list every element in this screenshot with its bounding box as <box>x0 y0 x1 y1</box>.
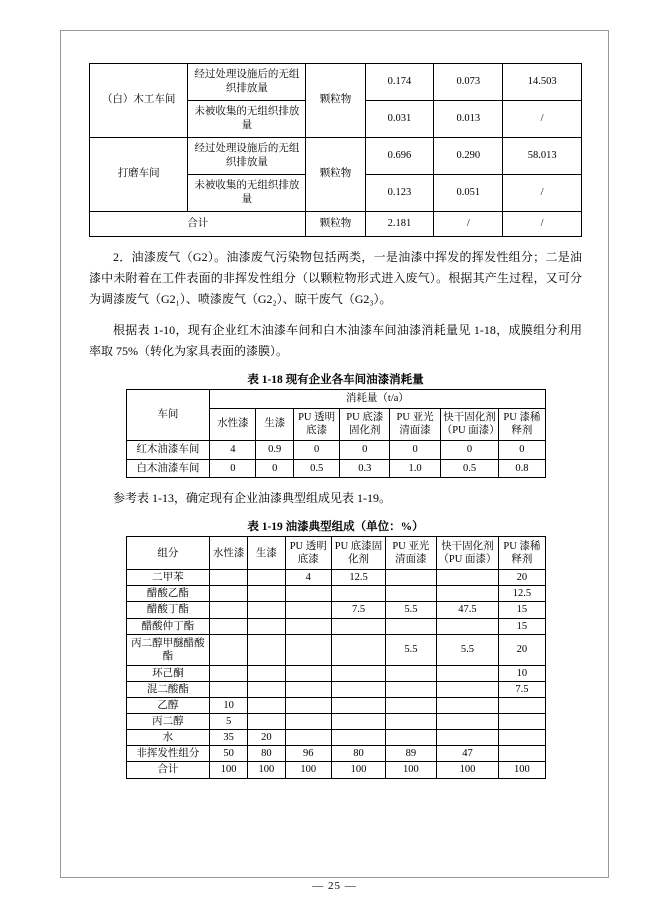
cell: 7.5 <box>331 602 385 618</box>
cell: 100 <box>210 762 248 778</box>
col-header: 水性漆 <box>210 537 248 570</box>
value-cell: 0.696 <box>365 138 434 175</box>
cell: 10 <box>499 665 545 681</box>
cell <box>386 570 436 586</box>
cell: 47 <box>436 746 499 762</box>
paragraph-oil-paint-exhaust: 2．油漆废气（G2）。油漆废气污染物包括两类，一是油漆中挥发的挥发性组分；二是油漆中未附着在工件表面的非挥发性组分（以颗粒物形式进入废气）。根据其产生过程，又可分为调漆废气（G2₁）、喷漆废气（G2₂）、晾干废气（G2₃）。 <box>89 250 582 306</box>
value-cell: 0.123 <box>365 175 434 212</box>
table-row <box>126 665 545 681</box>
table-header-row <box>126 537 545 570</box>
table-row <box>126 440 545 459</box>
cell: 0 <box>256 459 294 478</box>
table-row <box>126 697 545 713</box>
cell <box>499 730 545 746</box>
cell <box>285 618 331 634</box>
cell <box>210 681 248 697</box>
total-label: 合计 <box>90 212 306 237</box>
cell <box>248 586 286 602</box>
cell: 7.5 <box>499 681 545 697</box>
cell: 20 <box>499 634 545 665</box>
value-cell: 0.174 <box>365 64 434 101</box>
col-group-header: 消耗量（t/a） <box>210 390 545 409</box>
source-cell: 经过处理设施后的无组织排放量 <box>188 138 306 175</box>
cell: 96 <box>285 746 331 762</box>
value-cell: / <box>503 175 582 212</box>
table-1-18 <box>126 389 546 478</box>
paragraph-composition-ref: 参考表 1-13，确定现有企业油漆典型组成见表 1-19。 <box>113 491 391 506</box>
document-page <box>60 30 609 878</box>
total-value: / <box>503 212 582 237</box>
cell: 0.5 <box>294 459 340 478</box>
row-label: 醋酸乙酯 <box>126 586 210 602</box>
page-content <box>89 63 582 779</box>
col-header: 快干固化剂（PU 面漆） <box>440 408 499 440</box>
cell: 0 <box>440 440 499 459</box>
cell <box>285 586 331 602</box>
cell <box>331 586 385 602</box>
table-row <box>126 602 545 618</box>
cell <box>331 681 385 697</box>
cell: 80 <box>331 746 385 762</box>
cell <box>386 697 436 713</box>
cell <box>248 618 286 634</box>
value-cell: 0.051 <box>434 175 503 212</box>
table-1-19 <box>126 536 546 778</box>
row-label: 二甲苯 <box>126 570 210 586</box>
table-header-row <box>126 390 545 409</box>
cell: 5.5 <box>386 602 436 618</box>
cell: 5.5 <box>436 634 499 665</box>
workshop-cell: （白）木工车间 <box>90 64 188 138</box>
table-row <box>126 714 545 730</box>
cell: 100 <box>285 762 331 778</box>
cell <box>210 618 248 634</box>
col-header: PU 透明底漆 <box>285 537 331 570</box>
col-header: 生漆 <box>256 408 294 440</box>
cell: 20 <box>248 730 286 746</box>
total-pollutant: 颗粒物 <box>306 212 365 237</box>
cell <box>436 681 499 697</box>
row-label: 红木油漆车间 <box>126 440 210 459</box>
cell: 20 <box>499 570 545 586</box>
cell <box>499 697 545 713</box>
cell <box>386 586 436 602</box>
cell <box>248 681 286 697</box>
table18-caption: 表 1-18 现有企业各车间油漆消耗量 <box>247 374 424 386</box>
cell <box>331 634 385 665</box>
workshop-cell: 打磨车间 <box>90 138 188 212</box>
cell: 35 <box>210 730 248 746</box>
cell <box>386 714 436 730</box>
col-header-workshop: 车间 <box>126 390 210 441</box>
cell <box>285 681 331 697</box>
cell: 0.9 <box>256 440 294 459</box>
cell <box>210 570 248 586</box>
table-row <box>126 618 545 634</box>
table19-caption: 表 1-19 油漆典型组成（单位：%） <box>247 521 424 534</box>
table-total-row <box>90 212 582 237</box>
cell <box>499 714 545 730</box>
cell <box>210 602 248 618</box>
cell <box>436 570 499 586</box>
cell: 10 <box>210 697 248 713</box>
pollutant-cell: 颗粒物 <box>306 138 365 212</box>
row-label: 乙醇 <box>126 697 210 713</box>
row-label: 非挥发性组分 <box>126 746 210 762</box>
cell <box>248 697 286 713</box>
value-cell: 0.013 <box>434 101 503 138</box>
col-header: 水性漆 <box>210 408 256 440</box>
cell <box>248 570 286 586</box>
cell: 0.3 <box>340 459 390 478</box>
value-cell: 0.031 <box>365 101 434 138</box>
cell: 100 <box>331 762 385 778</box>
value-cell: 58.013 <box>503 138 582 175</box>
cell: 100 <box>499 762 545 778</box>
page-number: — 25 — <box>312 880 357 892</box>
cell <box>285 730 331 746</box>
row-label: 丙二醇 <box>126 714 210 730</box>
col-header: 快干固化剂（PU 面漆） <box>436 537 499 570</box>
cell <box>285 697 331 713</box>
row-label: 环己酮 <box>126 665 210 681</box>
row-label: 合计 <box>126 762 210 778</box>
cell <box>248 634 286 665</box>
value-cell: 14.503 <box>503 64 582 101</box>
cell <box>436 618 499 634</box>
cell <box>331 665 385 681</box>
cell <box>285 665 331 681</box>
cell <box>386 681 436 697</box>
col-header: PU 透明底漆 <box>294 408 340 440</box>
col-header: PU 漆稀释剂 <box>499 537 545 570</box>
col-header: PU 底漆固化剂 <box>340 408 390 440</box>
cell <box>331 730 385 746</box>
row-label: 白木油漆车间 <box>126 459 210 478</box>
cell <box>285 714 331 730</box>
col-header: PU 亚光清面漆 <box>386 537 436 570</box>
table-row <box>126 634 545 665</box>
source-cell: 未被收集的无组织排放量 <box>188 101 306 138</box>
table-row <box>126 586 545 602</box>
cell: 100 <box>386 762 436 778</box>
cell <box>248 714 286 730</box>
row-label: 水 <box>126 730 210 746</box>
row-label: 醋酸丁酯 <box>126 602 210 618</box>
paragraph-consumption-ref: 根据表 1-10，现有企业红木油漆车间和白木油漆车间油漆消耗量见 1-18，成膜组分利用率取 75%（转化为家具表面的漆膜）。 <box>89 323 582 358</box>
cell <box>248 665 286 681</box>
cell <box>210 634 248 665</box>
cell <box>331 618 385 634</box>
cell <box>436 586 499 602</box>
table-row <box>126 730 545 746</box>
cell: 0 <box>294 440 340 459</box>
col-header: PU 亚光清面漆 <box>390 408 440 440</box>
cell: 100 <box>436 762 499 778</box>
cell <box>436 730 499 746</box>
value-cell: 0.073 <box>434 64 503 101</box>
table-row <box>126 746 545 762</box>
table-row <box>90 138 582 175</box>
cell <box>210 586 248 602</box>
source-cell: 未被收集的无组织排放量 <box>188 175 306 212</box>
row-label: 丙二醇甲醚醋酸酯 <box>126 634 210 665</box>
cell: 1.0 <box>390 459 440 478</box>
total-value: 2.181 <box>365 212 434 237</box>
col-header-component: 组分 <box>126 537 210 570</box>
cell <box>436 665 499 681</box>
emission-summary-table <box>89 63 582 237</box>
cell <box>210 665 248 681</box>
cell <box>499 746 545 762</box>
cell: 0 <box>499 440 545 459</box>
cell: 12.5 <box>499 586 545 602</box>
cell: 5.5 <box>386 634 436 665</box>
cell: 0.8 <box>499 459 545 478</box>
total-value: / <box>434 212 503 237</box>
cell: 50 <box>210 746 248 762</box>
cell: 47.5 <box>436 602 499 618</box>
cell: 12.5 <box>331 570 385 586</box>
table-total-row <box>126 762 545 778</box>
cell <box>248 602 286 618</box>
col-header: PU 漆稀释剂 <box>499 408 545 440</box>
table-row <box>90 64 582 101</box>
pollutant-cell: 颗粒物 <box>306 64 365 138</box>
cell <box>285 602 331 618</box>
source-cell: 经过处理设施后的无组织排放量 <box>188 64 306 101</box>
cell: 4 <box>210 440 256 459</box>
cell <box>331 714 385 730</box>
row-label: 混二酸酯 <box>126 681 210 697</box>
table-row <box>126 681 545 697</box>
cell <box>436 697 499 713</box>
cell: 15 <box>499 618 545 634</box>
cell <box>386 665 436 681</box>
cell: 0 <box>390 440 440 459</box>
cell <box>386 618 436 634</box>
col-header: PU 底漆固化剂 <box>331 537 385 570</box>
row-label: 醋酸仲丁酯 <box>126 618 210 634</box>
table-row <box>126 570 545 586</box>
cell: 0 <box>210 459 256 478</box>
table-row <box>126 459 545 478</box>
cell: 5 <box>210 714 248 730</box>
cell: 80 <box>248 746 286 762</box>
cell <box>436 714 499 730</box>
cell: 0 <box>340 440 390 459</box>
cell: 89 <box>386 746 436 762</box>
cell: 100 <box>248 762 286 778</box>
cell <box>331 697 385 713</box>
cell: 15 <box>499 602 545 618</box>
value-cell: 0.290 <box>434 138 503 175</box>
cell: 4 <box>285 570 331 586</box>
cell <box>285 634 331 665</box>
value-cell: / <box>503 101 582 138</box>
cell: 0.5 <box>440 459 499 478</box>
cell <box>386 730 436 746</box>
col-header: 生漆 <box>248 537 286 570</box>
